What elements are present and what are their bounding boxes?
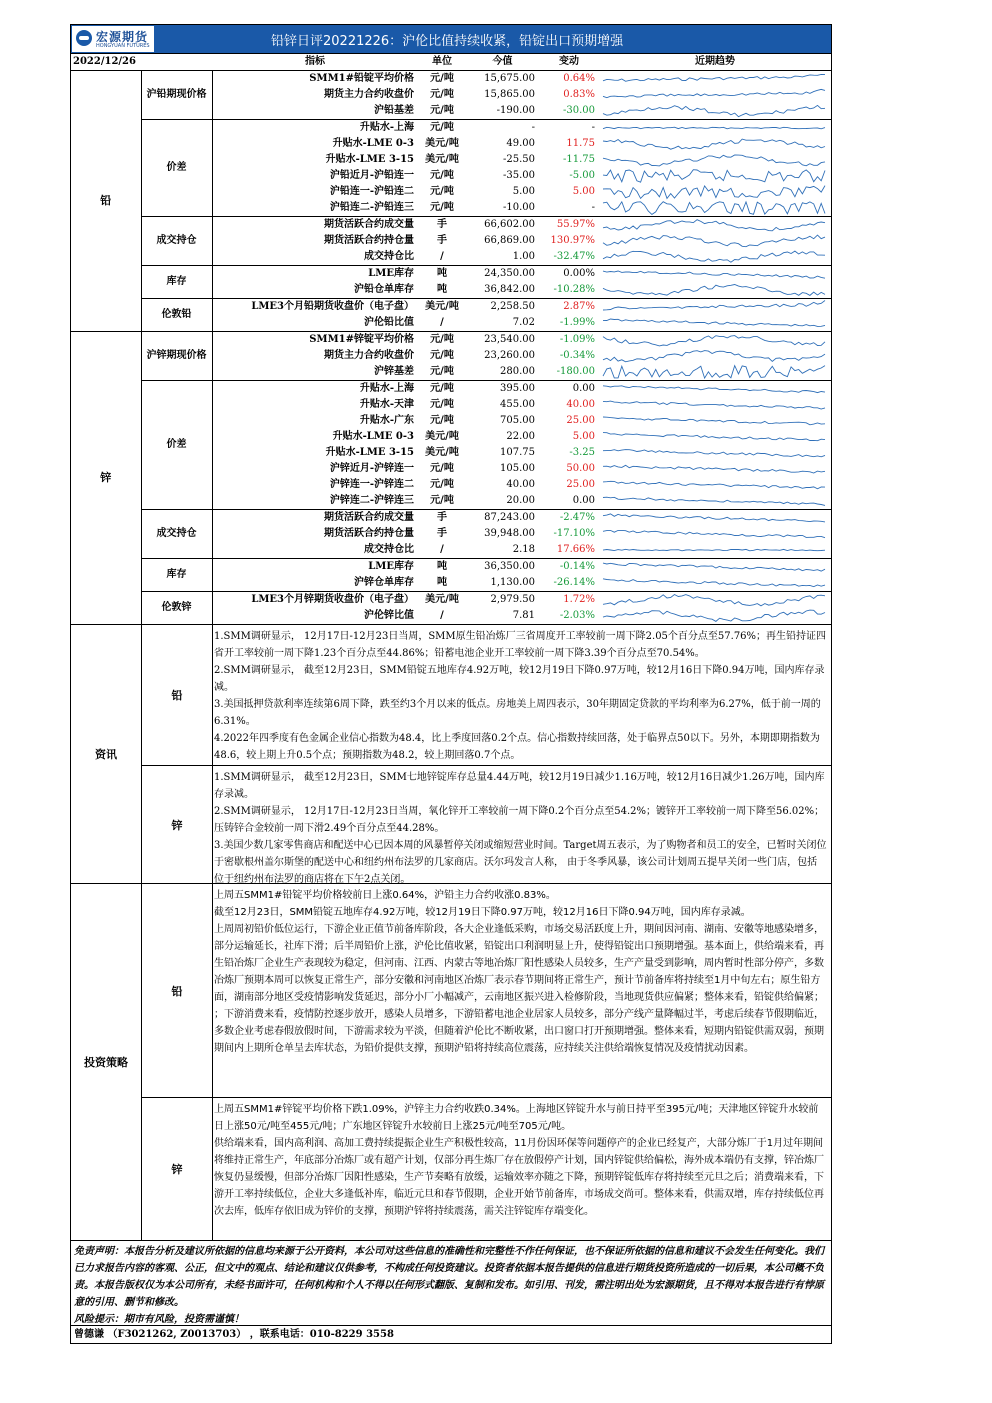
indicator-value: -190.00 (496, 105, 535, 116)
trend-sparkline (599, 445, 831, 461)
indicator-change: 0.00 (572, 495, 595, 506)
group-label: 沪铅期现价格 (141, 71, 212, 120)
indicator-change: -0.14% (539, 559, 599, 576)
header-trend: 近期趋势 (599, 54, 831, 71)
indicator-unit: / (440, 317, 444, 328)
indicator-value: 395.00 (466, 381, 539, 398)
trend-sparkline (599, 364, 831, 381)
indicator-change: -0.34% (559, 350, 595, 361)
news-lead-text: 1.SMM调研显示， 12月17日-12月23日当周，SMM原生铅冶炼厂三省周度开工率较前一周下降2.05个百分点至57.76%；再生铅持证四省开工率较前一周下降1.23个百分点至44.86%；铅蓄电池企业开工率较前一周下降3.39个百分点至70.54%。 2.SMM调研显示， 截至12月23日，SMM铅锭五地库存4.92万吨，较12月19日下降0.97万吨，较12月16日下降0.94万吨，国内库存录减。 3.美国抵押贷款利率连续第6周下降，跌至约3个月以来的低点。房地美上周四表示，30年期固定贷款的平均利率为6.27%，低于前一周的6.31%。 4.2022年四季度有色金属企业信心指数为48.4，比上季度回落0.2个点。信心指数持续回落，处于临界点50以下。另外，本期即期指数为48.6，较上期上升0.5个点；预期指数为48.2，较上期回落0.7个点。 (214, 631, 827, 761)
sparkline-series (603, 202, 825, 215)
indicator-unit: 元/吨 (430, 105, 454, 116)
indicator-name: 沪锌近月-沪锌连一 (329, 463, 414, 474)
indicator-name: 沪铅连二-沪铅连三 (329, 202, 414, 213)
indicator-change: 25.00 (566, 479, 595, 490)
trend-sparkline (599, 477, 831, 493)
indicator-name: LME3个月锌期货收盘价（电子盘） (212, 592, 418, 609)
indicator-value: 705.00 (500, 415, 535, 426)
disclaimer-block (71, 1240, 831, 1325)
trend-sparkline (599, 184, 831, 200)
indicator-unit: 元/吨 (430, 463, 454, 474)
indicator-value: 7.81 (512, 610, 535, 621)
trend-sparkline (599, 348, 831, 364)
trend-sparkline (599, 152, 831, 168)
indicator-name: 沪锌连二-沪锌连三 (329, 495, 414, 506)
indicator-name: 沪伦锌比值 (364, 610, 414, 621)
indicator-name: 升贴水-上海 (212, 120, 418, 137)
indicator-unit: 美元/吨 (418, 299, 466, 316)
sparkline-series (603, 336, 825, 346)
sparkline-chart (599, 477, 829, 493)
indicator-value: 24,350.00 (466, 266, 539, 283)
indicator-change: 50.00 (566, 463, 595, 474)
indicator-unit: 手 (437, 235, 447, 246)
sparkline-series (603, 319, 825, 326)
sparkline-chart (599, 299, 829, 315)
indicator-name: 期货活跃合约成交量 (212, 217, 418, 234)
indicator-unit: 元/吨 (430, 202, 454, 213)
sparkline-chart (599, 332, 829, 348)
indicator-value: 66,602.00 (466, 217, 539, 234)
indicator-change: -17.10% (553, 528, 595, 539)
indicator-value: 105.00 (500, 463, 535, 474)
news-section (71, 624, 831, 883)
trend-sparkline (599, 266, 831, 283)
table-row (71, 592, 831, 609)
indicator-change: - (591, 202, 595, 213)
table-row (71, 217, 831, 234)
strategy-lead-label: 铅 (142, 884, 213, 1097)
indicator-name: 升贴水-上海 (212, 381, 418, 398)
sparkline-chart (599, 445, 829, 461)
group-label: 沪锌期现价格 (141, 332, 212, 381)
trend-sparkline (599, 217, 831, 234)
trend-sparkline (599, 559, 831, 576)
indicator-value: -35.00 (502, 170, 535, 181)
indicator-change: -32.47% (553, 251, 595, 262)
sparkline-chart (599, 493, 829, 509)
group-label: 成交持仓 (141, 217, 212, 266)
trend-sparkline (599, 332, 831, 349)
sparkline-chart (599, 249, 829, 265)
sparkline-chart (599, 184, 829, 200)
indicator-name: 升贴水-天津 (359, 399, 414, 410)
news-zinc-text: 1.SMM调研显示， 截至12月23日，SMM七地锌锭库存总量4.44万吨，较12月19日减少1.16万吨，较12月16日减少1.26万吨，国内库存录减。 2.SMM调研显示， 12月17日-12月23日当周，氧化锌开工率较前一周下降0.2个百分点至54.2%；镀锌开工率较前一周下降至56.02%；压铸锌合金较前一周下滑2.49个百分点至44.28%。 3.美国少数几家零售商店和配送中心已因本周的风暴暂停关闭或缩短营业时间。Target周五表示，为了购物者和员工的安全，已暂时关闭位于密歇根州盖尔斯堡的配送中心和纽约州布法罗的几家商店。沃尔玛发言人称， 由于冬季风暴，该公司计划周五提早关闭一些门店，包括位于纽约州布法罗的商店将在下午2点关闭。 (214, 772, 827, 885)
report-title: 铅锌日评20221226：沪伦比值持续收紧，铅锭出口预期增强 (271, 34, 624, 49)
trend-sparkline (599, 397, 831, 413)
trend-sparkline (599, 493, 831, 510)
indicator-change: 0.64% (539, 71, 599, 88)
sparkline-series (603, 251, 825, 262)
sparkline-chart (599, 103, 829, 119)
indicator-value: 36,842.00 (484, 284, 535, 295)
indicator-unit: 美元/吨 (425, 138, 459, 149)
table-row (71, 120, 831, 137)
indicator-change: 2.87% (539, 299, 599, 316)
header-indicator: 指标 (212, 54, 418, 71)
indicator-unit: 元/吨 (430, 399, 454, 410)
indicator-name: LME库存 (212, 559, 418, 576)
indicator-change: -11.75 (562, 154, 595, 165)
indicator-change: 0.00 (539, 381, 599, 398)
sparkline-chart (599, 152, 829, 168)
table-row (71, 299, 831, 316)
sparkline-chart (599, 266, 829, 282)
trend-sparkline (599, 461, 831, 477)
sparkline-series (603, 155, 825, 166)
indicator-change: -1.09% (539, 332, 599, 349)
sparkline-chart (599, 429, 829, 445)
indicator-name: 升贴水-LME 3-15 (325, 154, 414, 165)
indicator-name: 升贴水-LME 0-3 (332, 138, 414, 149)
indicator-name: 沪铅连一-沪铅连二 (329, 186, 414, 197)
indicator-table (71, 54, 831, 624)
trend-sparkline (599, 413, 831, 429)
sparkline-chart (599, 120, 829, 136)
sparkline-series (603, 514, 825, 522)
indicator-change: -180.00 (556, 366, 595, 377)
news-label: 资讯 (71, 625, 142, 883)
sparkline-series (603, 595, 825, 606)
indicator-value: 22.00 (506, 431, 535, 442)
indicator-change: -10.28% (553, 284, 595, 295)
sparkline-series (603, 401, 825, 409)
trend-sparkline (599, 71, 831, 88)
sparkline-chart (599, 315, 829, 331)
indicator-value: 1.00 (512, 251, 535, 262)
sparkline-chart (599, 608, 829, 624)
sparkline-series (603, 105, 825, 116)
strategy-lead-block (142, 884, 831, 1098)
trend-sparkline (599, 510, 831, 527)
indicator-value: 15,675.00 (466, 71, 539, 88)
indicator-unit: 元/吨 (430, 350, 454, 361)
indicator-value: - (466, 120, 539, 137)
sparkline-series (603, 450, 825, 457)
indicator-unit: / (440, 251, 444, 262)
sparkline-chart (599, 168, 829, 184)
indicator-change: 17.66% (556, 544, 595, 555)
indicator-change: 40.00 (566, 399, 595, 410)
sparkline-series (603, 170, 825, 183)
table-row (71, 559, 831, 576)
trend-sparkline (599, 575, 831, 592)
sparkline-chart (599, 136, 829, 152)
indicator-unit: 手 (418, 510, 466, 527)
indicator-unit: 美元/吨 (425, 431, 459, 442)
disclaimer-text: 免责声明：本报告分析及建议所依据的信息均来源于公开资料，本公司对这些信息的准确性和完整性不作任何保证，也不保证所依据的信息和建议不会发生任何变化。我们已力求报告内容的客观、公正，但文中的观点、结论和建议仅供参考，不构成任何投资建议。投资者依据本报告提供的信息进行期货投资所造成的一切后果，本公司概不负责。本报告版权仅为本公司所有，未经书面许可，任何机构和个人不得以任何形式翻版、复制和发布。如引用、刊发，需注明出处为宏源期货，且不得对本报告进行有悖原意的引用、删节和修改。 (74, 1246, 824, 1308)
indicator-change: 130.97% (550, 235, 595, 246)
indicator-unit: 元/吨 (430, 415, 454, 426)
report-header (71, 25, 831, 54)
indicator-name: 沪铅基差 (374, 105, 414, 116)
indicator-change: -30.00 (562, 105, 595, 116)
group-label: 价差 (141, 381, 212, 510)
trend-sparkline (599, 542, 831, 559)
indicator-value: -10.00 (502, 202, 535, 213)
sparkline-series (603, 139, 825, 149)
sparkline-series (603, 465, 825, 473)
strategy-label: 投资策略 (71, 884, 142, 1240)
table-row (71, 332, 831, 349)
indicator-value: 280.00 (500, 366, 535, 377)
trend-sparkline (599, 282, 831, 299)
indicator-name: 沪铅近月-沪铅连一 (329, 170, 414, 181)
indicator-name: 期货主力合约收盘价 (324, 89, 414, 100)
indicator-name: 成交持仓比 (364, 251, 414, 262)
risk-warning: 风险提示：期市有风险，投资需谨慎！ (74, 1314, 244, 1325)
sparkline-chart (599, 397, 829, 413)
trend-sparkline (599, 136, 831, 152)
sparkline-chart (599, 282, 829, 298)
indicator-change: -1.99% (559, 317, 595, 328)
logo-text-en: HONGYUAN FUTURES (96, 43, 150, 49)
sparkline-series (603, 271, 825, 278)
indicator-unit: / (440, 544, 444, 555)
sparkline-chart (599, 381, 829, 397)
indicator-change: 1.72% (539, 592, 599, 609)
sparkline-chart (599, 413, 829, 429)
indicator-change: 5.00 (572, 186, 595, 197)
sparkline-series (603, 549, 825, 551)
news-lead-label: 铅 (142, 625, 213, 765)
indicator-name: LME库存 (212, 266, 418, 283)
indicator-unit: 元/吨 (430, 186, 454, 197)
trend-sparkline (599, 233, 831, 249)
indicator-value: 15,865.00 (484, 89, 535, 100)
sparkline-chart (599, 348, 829, 364)
strategy-section (71, 883, 831, 1240)
indicator-name: 期货活跃合约成交量 (212, 510, 418, 527)
header-value: 今值 (466, 54, 539, 71)
trend-sparkline (599, 608, 831, 624)
indicator-change: 5.00 (572, 431, 595, 442)
sparkline-chart (599, 559, 829, 575)
group-label: 成交持仓 (141, 510, 212, 559)
trend-sparkline (599, 168, 831, 184)
group-label: 价差 (141, 120, 212, 217)
indicator-value: 5.00 (512, 186, 535, 197)
sparkline-series (603, 481, 825, 489)
indicator-value: 87,243.00 (466, 510, 539, 527)
indicator-unit: 手 (437, 528, 447, 539)
indicator-change: 0.83% (563, 89, 595, 100)
indicator-unit: 手 (418, 217, 466, 234)
sparkline-series (603, 386, 825, 393)
indicator-unit: 元/吨 (430, 479, 454, 490)
sparkline-series (603, 497, 825, 505)
sparkline-series (603, 235, 825, 247)
sparkline-chart (599, 87, 829, 103)
indicator-name: SMM1#锌锭平均价格 (212, 332, 418, 349)
indicator-name: 沪铅仓单库存 (354, 284, 414, 295)
sparkline-series (603, 610, 825, 621)
indicator-change: -2.47% (539, 510, 599, 527)
sparkline-chart (599, 542, 829, 558)
indicator-unit: / (440, 610, 444, 621)
indicator-unit: 元/吨 (418, 71, 466, 88)
sparkline-series (603, 89, 825, 97)
indicator-name: 期货活跃合约持仓量 (324, 528, 414, 539)
indicator-name: 沪锌连一-沪锌连二 (329, 479, 414, 490)
group-label: 库存 (141, 559, 212, 592)
indicator-unit: 元/吨 (430, 170, 454, 181)
sparkline-series (603, 285, 825, 296)
indicator-name: 成交持仓比 (364, 544, 414, 555)
indicator-change: - (539, 120, 599, 137)
trend-sparkline (599, 200, 831, 217)
news-zinc-block (142, 766, 831, 883)
header-change: 变动 (539, 54, 599, 71)
sparkline-chart (599, 592, 829, 608)
indicator-unit: 吨 (437, 577, 447, 588)
sparkline-series (603, 563, 825, 571)
indicator-name: 升贴水-LME 3-15 (325, 447, 414, 458)
indicator-unit: 元/吨 (418, 120, 466, 137)
indicator-value: 2,258.50 (466, 299, 539, 316)
indicator-value: 2,979.50 (466, 592, 539, 609)
section-label: 锌 (71, 332, 141, 625)
sparkline-chart (599, 200, 829, 216)
indicator-unit: 美元/吨 (425, 447, 459, 458)
indicator-change: 11.75 (566, 138, 595, 149)
indicator-value: 20.00 (506, 495, 535, 506)
indicator-name: 沪锌仓单库存 (354, 577, 414, 588)
sparkline-series (603, 530, 825, 537)
indicator-value: 2.18 (512, 544, 535, 555)
sparkline-chart (599, 364, 829, 380)
table-row (71, 71, 831, 88)
sparkline-chart (599, 510, 829, 526)
indicator-change: 55.97% (539, 217, 599, 234)
section-label: 铅 (71, 71, 141, 332)
indicator-unit: 美元/吨 (425, 154, 459, 165)
sparkline-series (603, 301, 825, 311)
strategy-zinc-label: 锌 (142, 1098, 213, 1240)
indicator-value: 7.02 (512, 317, 535, 328)
indicator-name: SMM1#铅锭平均价格 (212, 71, 418, 88)
indicator-value: -25.50 (502, 154, 535, 165)
logo-mark-icon (76, 30, 92, 46)
indicator-name: LME3个月铅期货收盘价（电子盘） (212, 299, 418, 316)
indicator-name: 升贴水-LME 0-3 (332, 431, 414, 442)
sparkline-chart (599, 575, 829, 591)
sparkline-series (603, 220, 825, 231)
sparkline-series (603, 366, 825, 379)
indicator-value: 23,260.00 (484, 350, 535, 361)
sparkline-series (603, 351, 825, 362)
indicator-value: 107.75 (500, 447, 535, 458)
indicator-change: 25.00 (566, 415, 595, 426)
strategy-lead-text: 上周五SMM1#铅锭平均价格较前日上涨0.64%，沪铅主力合约收涨0.83%。 截至12月23日，SMM铅锭五地库存4.92万吨，较12月19日下降0.97万吨，较12月16日下降0.94万吨，国内库存录减。 上周周初铅价低位运行，下游企业正值节前备库阶段，各大企业逢低采购，市场交易活跃度上升，期间因河南、湖南、安徽等地感染增多，部分运输延长，社库下滑；后半周铅价上涨，沪伦比值收紧，铅锭出口利润明显上升，使得铅锭出口预期增强。基本面上，供给端来看，再生铅冶炼厂企业生产表现较为稳定，但河南、江西、内蒙古等地冶炼厂阳性感染人员较多，生产产量受到影响，周内暂时性部分停产，多数冶炼厂预期本周可以恢复正常生产，部分安徽和河南地区冶炼厂表示春节期间将正常生产，预计节前备库将持续至1月中旬左右；原生铅方面，湖南部分地区受疫情影响发货延迟，部分小厂小幅减产，云南地区振兴进入检修阶段，当地现货供应偏紧；整体来看，铅锭供给偏紧； ；下游消费来看，疫情防控逐步放开，感染人员增多，下游铅蓄电池企业居家人员较多，部分产线产量降幅过半，考虑后续春节假期临近，多数企业考虑春假放假时间，下游需求较为平淡，但随着沪伦比不断收紧，出口窗口打开预期增强。整体来看，短期内铅锭供需双弱，预期期间内上期所仓单呈去库状态，为铅价提供支撑，预期沪铅将持续高位震荡，应持续关注供给端恢复情况及疫情扰动因素。 (214, 890, 824, 1054)
news-zinc-label: 锌 (142, 766, 213, 883)
indicator-name: 升贴水-广东 (359, 415, 414, 426)
trend-sparkline (599, 429, 831, 445)
indicator-change: -5.00 (569, 170, 595, 181)
indicator-unit: 吨 (418, 266, 466, 283)
indicator-name: 沪伦铅比值 (364, 317, 414, 328)
indicator-value: 455.00 (500, 399, 535, 410)
logo-text-cn: 宏源期货 (96, 30, 149, 44)
sparkline-chart (599, 217, 829, 233)
sparkline-series (603, 186, 825, 199)
sparkline-series (603, 433, 825, 441)
sparkline-chart (599, 461, 829, 477)
indicator-change: 0.00% (539, 266, 599, 283)
indicator-name: 期货活跃合约持仓量 (324, 235, 414, 246)
header-unit: 单位 (418, 54, 466, 71)
strategy-zinc-block (142, 1098, 831, 1240)
group-label: 库存 (141, 266, 212, 299)
group-label: 伦敦锌 (141, 592, 212, 625)
indicator-unit: 元/吨 (418, 381, 466, 398)
indicator-value: 36,350.00 (466, 559, 539, 576)
trend-sparkline (599, 381, 831, 398)
group-label: 伦敦铅 (141, 299, 212, 332)
indicator-change: -2.03% (559, 610, 595, 621)
trend-sparkline (599, 87, 831, 103)
trend-sparkline (599, 120, 831, 137)
indicator-change: -3.25 (569, 447, 595, 458)
trend-sparkline (599, 103, 831, 120)
indicator-unit: 元/吨 (430, 366, 454, 377)
table-row (71, 381, 831, 398)
indicator-change: -26.14% (553, 577, 595, 588)
report-date: 2022/12/26 (71, 54, 141, 71)
report-page (70, 24, 832, 1344)
indicator-unit: 元/吨 (430, 89, 454, 100)
indicator-value: 23,540.00 (466, 332, 539, 349)
indicator-unit: 美元/吨 (418, 592, 466, 609)
sparkline-chart (599, 526, 829, 542)
indicator-value: 39,948.00 (484, 528, 535, 539)
indicator-name: 期货主力合约收盘价 (324, 350, 414, 361)
sparkline-series (603, 579, 825, 587)
trend-sparkline (599, 299, 831, 316)
sparkline-series (603, 417, 825, 425)
trend-sparkline (599, 592, 831, 609)
indicator-value: 49.00 (506, 138, 535, 149)
indicator-unit: 吨 (418, 559, 466, 576)
indicator-unit: 吨 (437, 284, 447, 295)
indicator-unit: 元/吨 (418, 332, 466, 349)
table-row (71, 266, 831, 283)
table-header-row (71, 54, 831, 71)
indicator-name: 沪锌基差 (374, 366, 414, 377)
trend-sparkline (599, 249, 831, 266)
company-logo (72, 26, 154, 52)
news-lead-block (142, 625, 831, 766)
trend-sparkline (599, 315, 831, 332)
table-row (71, 510, 831, 527)
sparkline-chart (599, 71, 829, 87)
contact-line: 曾德谦 （F3021262, Z0013703） ，联系电话：010-8229 3558 (71, 1325, 831, 1343)
sparkline-chart (599, 233, 829, 249)
indicator-unit: 元/吨 (430, 495, 454, 506)
strategy-zinc-text: 上周五SMM1#锌锭平均价格下跌1.09%，沪锌主力合约收跌0.34%。上海地区锌锭升水与前日持平至395元/吨；天津地区锌锭升水较前日上涨50元/吨至455元/吨；广东地区锌锭升水较前日上涨25元/吨至705元/吨。 供给端来看，国内高利润、高加工费持续提振企业生产积极性较高，11月份因环保等问题停产的企业已经复产，大部分炼厂于1月过年期间将维持正常生产，年底部分冶炼厂或有超产计划，仅部分再生炼厂存在放假停产计划，国内锌锭供给偏松，海外成本端仍有支撑，锌冶炼厂恢复仍显缓慢，但部分冶炼厂因阳性感染，生产节奏略有放缓，运输效率亦随之下降，预期锌锭低库存将持续至元旦之后；消费端来看，下游开工率持续低位，企业大多逢低补库，临近元旦和春节假期，企业开始节前备库，市场成交尚可。整体来看，供需双增，库存持续低位再次去库，低库存依旧成为锌价的支撑，预期沪锌将持续震荡，需关注锌锭库存端变化。 (214, 1104, 824, 1217)
trend-sparkline (599, 526, 831, 542)
indicator-value: 1,130.00 (490, 577, 535, 588)
sparkline-series (603, 74, 825, 81)
indicator-value: 40.00 (506, 479, 535, 490)
sparkline-series (603, 127, 825, 129)
indicator-value: 66,869.00 (484, 235, 535, 246)
